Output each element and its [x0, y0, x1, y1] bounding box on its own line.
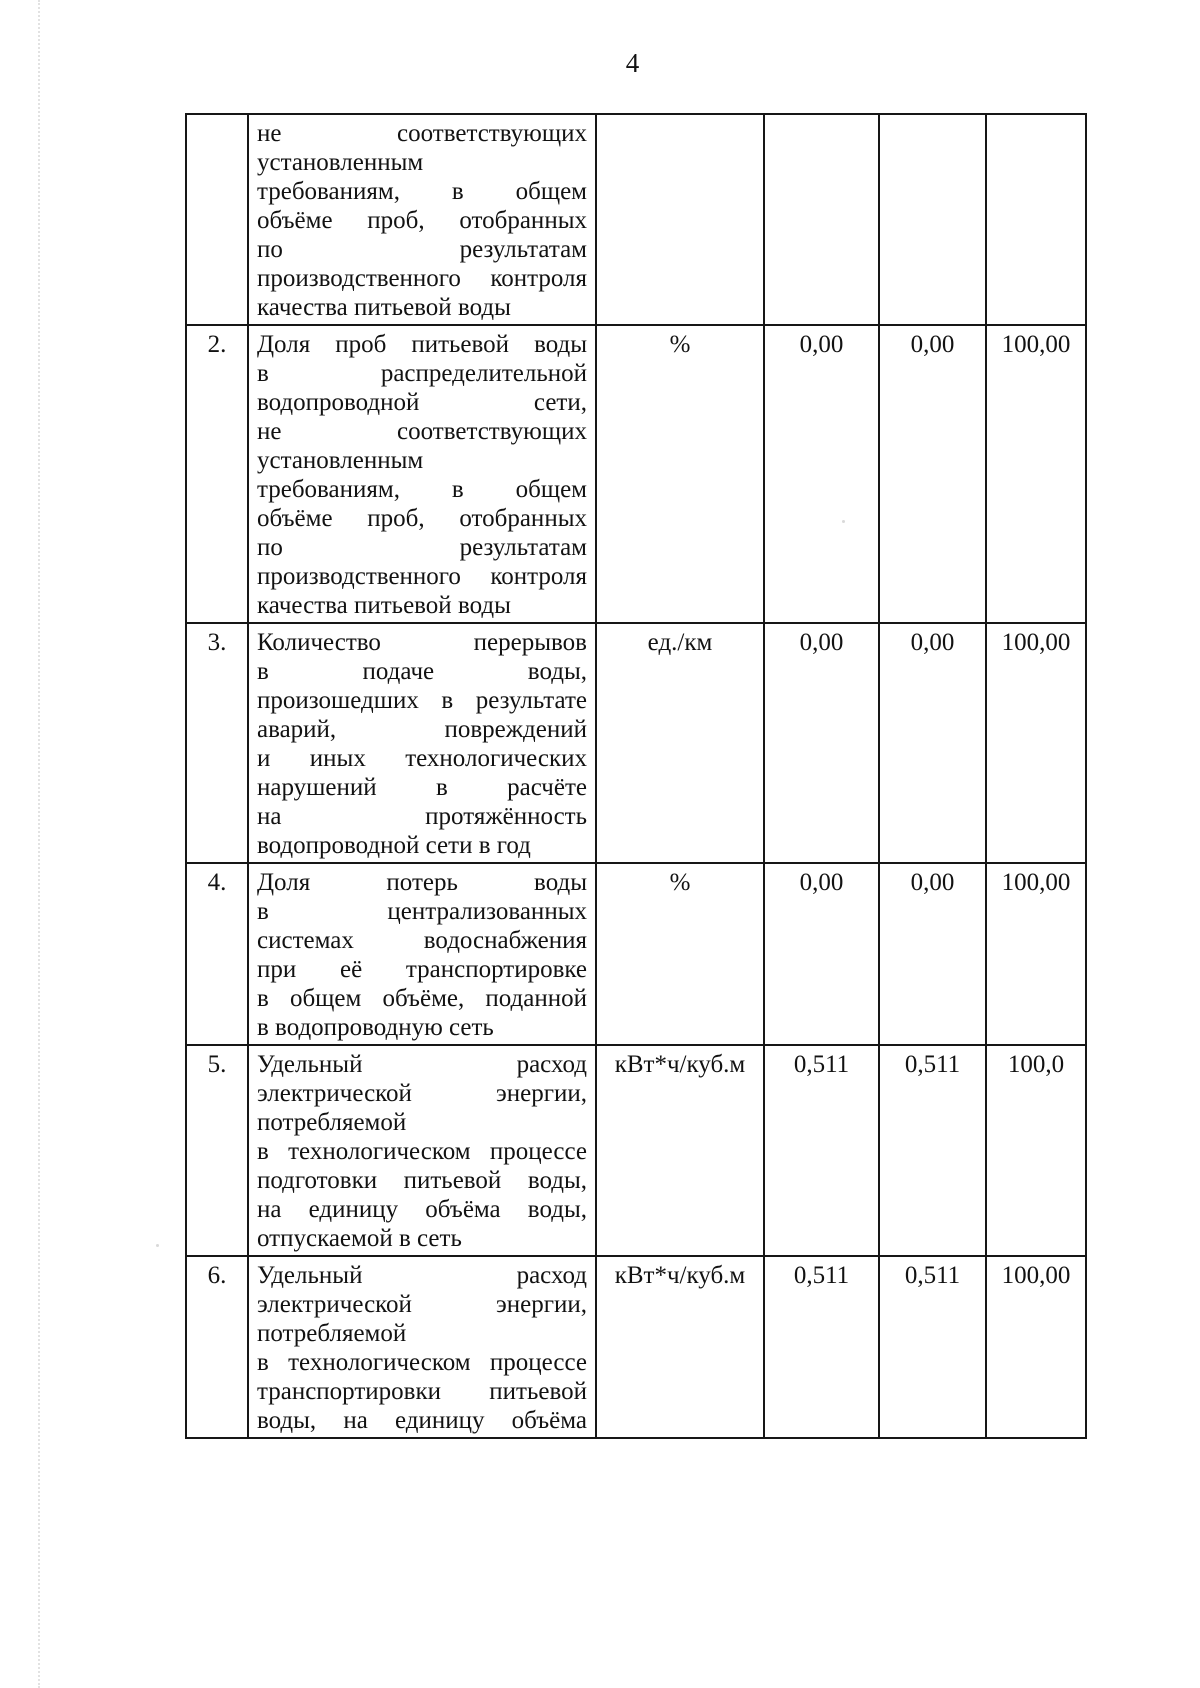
indicator-description-cell: [248, 325, 596, 623]
description-line: Удельный расход: [257, 1262, 587, 1289]
description-line: не соответствующих: [257, 418, 587, 445]
description-line: и иных технологических: [257, 745, 587, 772]
description-line: качества питьевой воды: [257, 294, 511, 321]
unit-cell: кВт*ч/куб.м: [596, 1045, 764, 1256]
table-row: [186, 1045, 1086, 1256]
indicator-description-cell: [248, 114, 596, 325]
unit-cell: [596, 114, 764, 325]
description-line: в подаче воды,: [257, 658, 587, 685]
description-line: потребляемой: [257, 1320, 407, 1347]
indicator-description-cell: [248, 863, 596, 1045]
scan-speck: [156, 1244, 159, 1247]
value-cell: 0,511: [764, 1256, 879, 1438]
value-cell: [879, 114, 986, 325]
description-line: в технологическом процессе: [257, 1138, 587, 1165]
description-line: в централизованных: [257, 898, 587, 925]
scan-artifact-line: [38, 0, 40, 1688]
description-line: по результатам: [257, 534, 587, 561]
description-line: объёме проб, отобранных: [257, 505, 587, 532]
description-line: водопроводной сети в год: [257, 832, 531, 859]
description-line: установленным: [257, 447, 424, 474]
value-cell: 100,00: [986, 1256, 1086, 1438]
page-number: 4: [625, 48, 641, 78]
description-line: аварий, повреждений: [257, 716, 587, 743]
value-cell: 100,0: [986, 1045, 1086, 1256]
indicators-table: [185, 113, 1087, 1439]
description-line: требованиям, в общем: [257, 178, 587, 205]
description-line: не соответствующих: [257, 120, 587, 147]
description-line: в технологическом процессе: [257, 1349, 587, 1376]
description-line: нарушений в расчёте: [257, 774, 587, 801]
description-line: на протяжённость: [257, 803, 587, 830]
value-cell: 0,00: [764, 863, 879, 1045]
value-cell: 100,00: [986, 325, 1086, 623]
description-line: по результатам: [257, 236, 587, 263]
description-line: качества питьевой воды: [257, 592, 511, 619]
description-line: объёме проб, отобранных: [257, 207, 587, 234]
value-cell: 0,00: [764, 325, 879, 623]
description-line: Доля потерь воды: [257, 869, 587, 896]
table-row: [186, 325, 1086, 623]
value-cell: 100,00: [986, 623, 1086, 863]
unit-cell: ед./км: [596, 623, 764, 863]
value-cell: 0,511: [879, 1256, 986, 1438]
description-line: воды, на единицу объёма: [257, 1407, 587, 1434]
value-cell: [986, 114, 1086, 325]
indicator-description-cell: [248, 1045, 596, 1256]
unit-cell: кВт*ч/куб.м: [596, 1256, 764, 1438]
description-line: на единицу объёма воды,: [257, 1196, 587, 1223]
description-line: в водопроводную сеть: [257, 1014, 494, 1041]
description-line: Удельный расход: [257, 1051, 587, 1078]
description-line: в общем объёме, поданной: [257, 985, 587, 1012]
description-line: электрической энергии,: [257, 1291, 587, 1318]
row-number-cell: 5.: [186, 1045, 248, 1256]
description-line: электрической энергии,: [257, 1080, 587, 1107]
description-line: установленным: [257, 149, 424, 176]
row-number-cell: [186, 114, 248, 325]
description-line: отпускаемой в сеть: [257, 1225, 462, 1252]
description-line: требованиям, в общем: [257, 476, 587, 503]
description-line: транспортировки питьевой: [257, 1378, 587, 1405]
description-line: потребляемой: [257, 1109, 407, 1136]
row-number-cell: 4.: [186, 863, 248, 1045]
value-cell: 0,00: [879, 623, 986, 863]
table-row: [186, 114, 1086, 325]
description-line: производственного контроля: [257, 265, 587, 292]
value-cell: 100,00: [986, 863, 1086, 1045]
value-cell: 0,511: [879, 1045, 986, 1256]
description-line: произошедших в результате: [257, 687, 587, 714]
value-cell: 0,00: [879, 325, 986, 623]
description-line: Количество перерывов: [257, 629, 587, 656]
row-number-cell: 6.: [186, 1256, 248, 1438]
description-line: подготовки питьевой воды,: [257, 1167, 587, 1194]
description-line: производственного контроля: [257, 563, 587, 590]
description-line: Доля проб питьевой воды: [257, 331, 587, 358]
table-row: [186, 623, 1086, 863]
row-number-cell: 2.: [186, 325, 248, 623]
table-row: [186, 1256, 1086, 1438]
indicator-description-cell: [248, 623, 596, 863]
row-number-cell: 3.: [186, 623, 248, 863]
unit-cell: %: [596, 325, 764, 623]
description-line: в распределительной: [257, 360, 587, 387]
unit-cell: %: [596, 863, 764, 1045]
table-row: [186, 863, 1086, 1045]
value-cell: 0,511: [764, 1045, 879, 1256]
value-cell: 0,00: [764, 623, 879, 863]
value-cell: [764, 114, 879, 325]
description-line: системах водоснабжения: [257, 927, 587, 954]
description-line: при её транспортировке: [257, 956, 587, 983]
indicator-description-cell: [248, 1256, 596, 1438]
description-line: водопроводной сети,: [257, 389, 587, 416]
value-cell: 0,00: [879, 863, 986, 1045]
